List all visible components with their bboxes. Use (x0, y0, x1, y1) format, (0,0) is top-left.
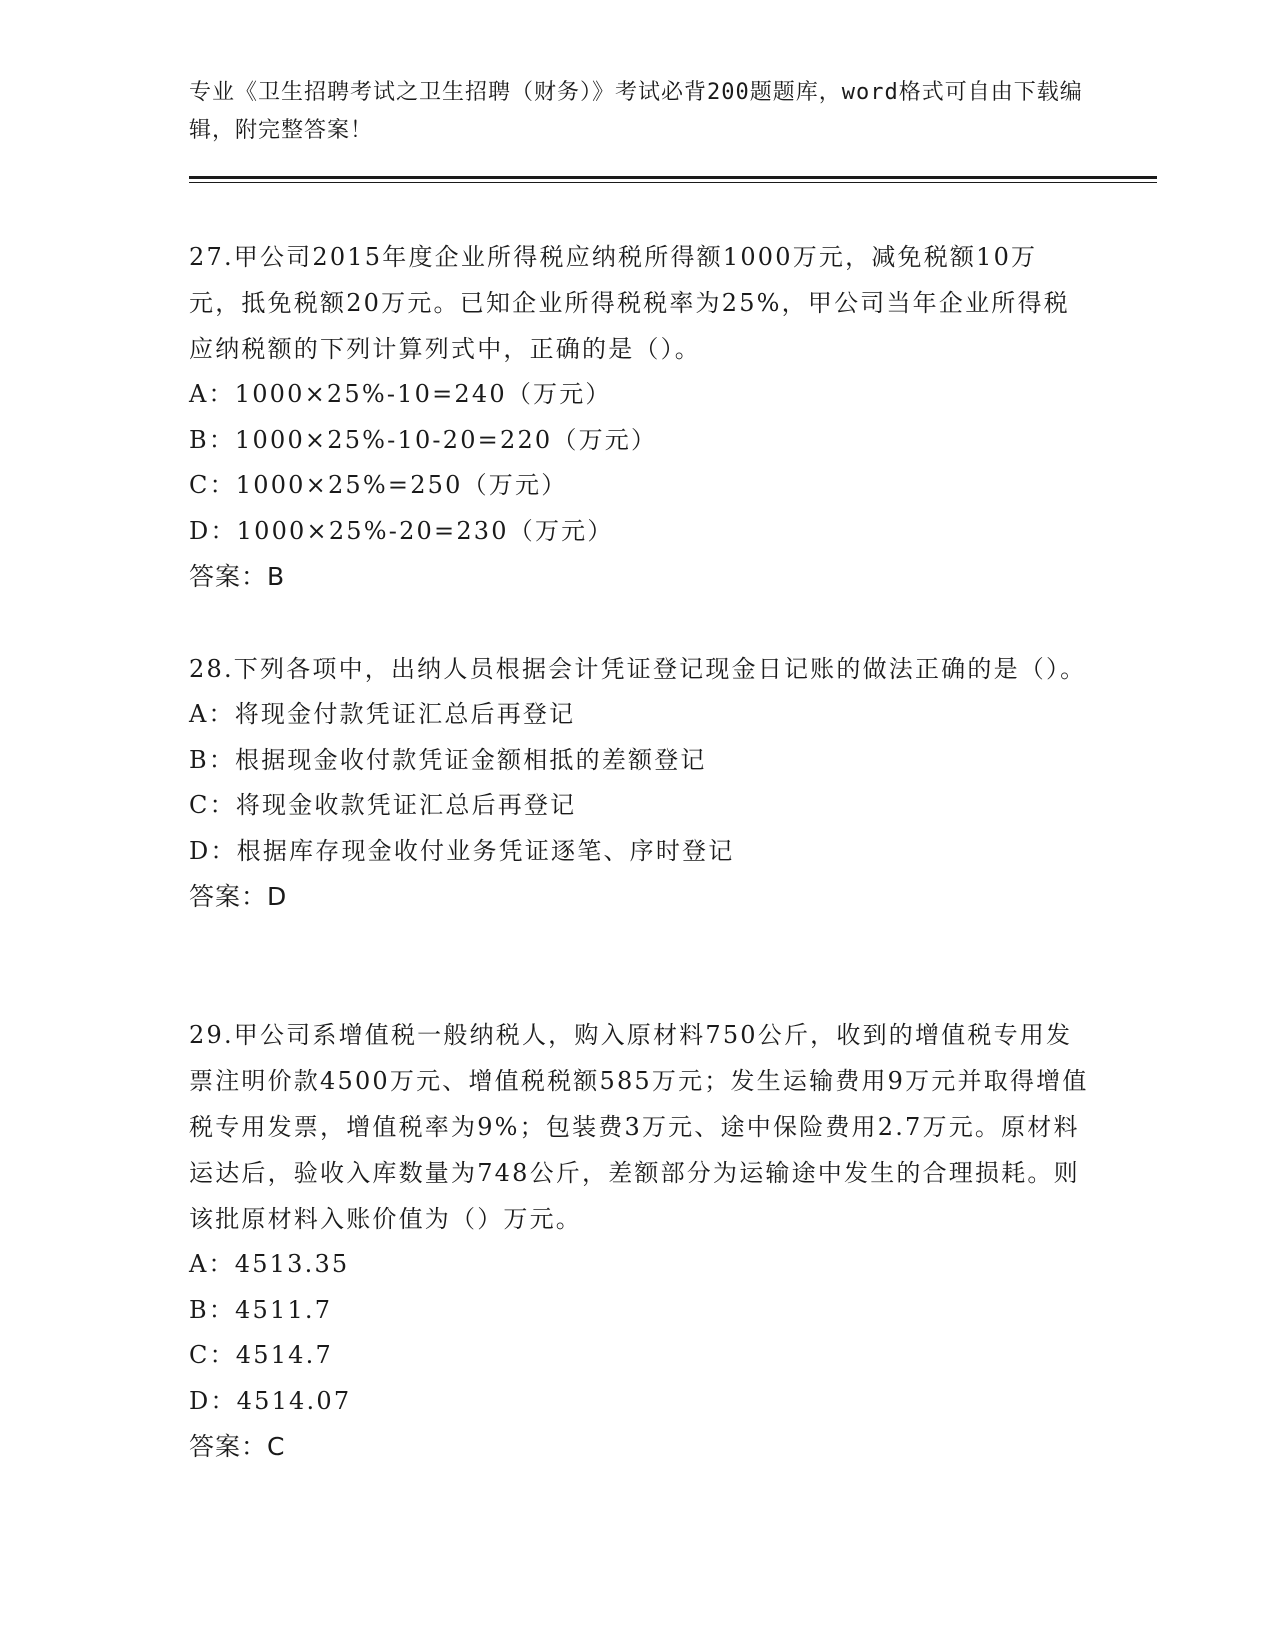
question-stem: 27.甲公司2015年度企业所得税应纳税所得额1000万元，减免税额10万元，抵免税额20万元。已知企业所得税税率为25%，甲公司当年企业所得税应纳税额的下列计算列式中，正确的是（）。 (189, 243, 1070, 363)
option-b: B：4511.7 (189, 1295, 333, 1324)
option-a: A：4513.35 (189, 1250, 350, 1278)
question-stem: 29.甲公司系增值税一般纳税人，购入原材料750公斤，收到的增值税专用发票注明价款4500万元、增值税税额585万元；发生运输费用9万元并取得增值税专用发票，增值税率为9%；包装费3万元、途中保险费用2.7万元。原材料运达后，验收入库数量为748公斤，差额部分为运输途中发生的合理损耗。则该批原材料入账价值为（）万元。 (189, 1021, 1089, 1233)
option-d: D：根据库存现金收付业务凭证逐笔、序时登记 (189, 836, 735, 865)
option-d: D：1000×25%-20=230（万元） (189, 516, 614, 545)
option-d: D：4514.07 (189, 1386, 352, 1415)
question-29 (189, 1012, 1089, 1470)
header-divider (189, 176, 1157, 179)
question-27 (189, 234, 1089, 600)
option-c: C：1000×25%=250（万元） (189, 471, 568, 499)
question-28 (189, 646, 1089, 920)
document-header: 专业《卫生招聘考试之卫生招聘（财务）》考试必背200题题库，word格式可自由下载编辑，附完整答案！ (189, 80, 1083, 143)
answer-line: 答案：D (189, 882, 288, 911)
option-b: B：根据现金收付款凭证金额相抵的差额登记 (189, 745, 707, 774)
option-c: C：将现金收款凭证汇总后再登记 (189, 791, 577, 819)
option-a: A：将现金付款凭证汇总后再登记 (189, 700, 576, 728)
option-a: A：1000×25%-10=240（万元） (189, 380, 612, 408)
answer-line: 答案：C (189, 1432, 286, 1461)
option-c: C：4514.7 (189, 1341, 333, 1369)
header-divider-thin (189, 182, 1157, 183)
question-stem: 28.下列各项中，出纳人员根据会计凭证登记现金日记账的做法正确的是（）。 (189, 655, 1087, 683)
answer-line: 答案：B (189, 562, 286, 591)
option-b: B：1000×25%-10-20=220（万元） (189, 425, 658, 454)
